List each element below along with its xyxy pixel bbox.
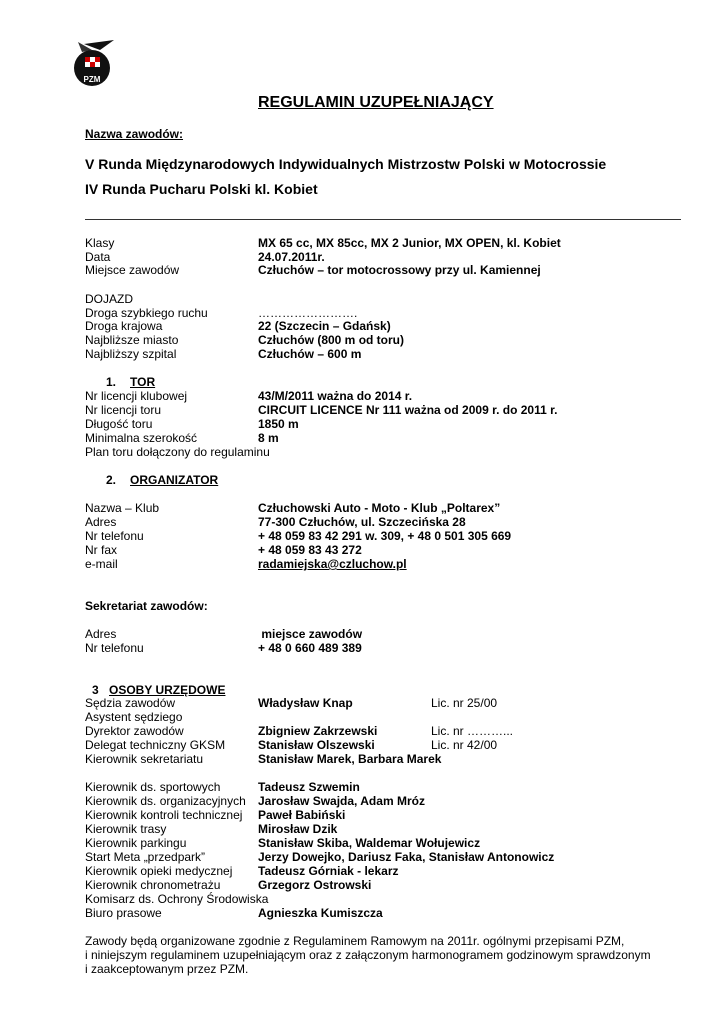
value-kier-medycznej: Tadeusz Górniak - lekarz <box>258 864 399 878</box>
label-adres: Adres <box>85 515 117 529</box>
section-2-heading: ORGANIZATOR <box>130 473 219 487</box>
document-title: REGULAMIN UZUPEŁNIAJĄCY <box>258 94 494 111</box>
label-kier-trasy: Kierownik trasy <box>85 822 167 836</box>
value-licencja-toru: CIRCUIT LICENCE Nr 111 ważna od 2009 r. do 2011 r. <box>258 403 558 417</box>
value-kier-sekretariatu: Stanisław Marek, Barbara Marek <box>258 752 442 766</box>
value-klasy: MX 65 cc, MX 85cc, MX 2 Junior, MX OPEN, kl. Kobiet <box>258 236 561 250</box>
label-kier-medycznej: Kierownik opieki medycznej <box>85 864 233 878</box>
value-fax: + 48 059 83 43 272 <box>258 543 362 557</box>
value-start-meta: Jerzy Dowejko, Dariusz Faka, Stanisław Antonowicz <box>258 850 555 864</box>
value-min-szerokosc: 8 m <box>258 431 279 445</box>
label-najblizszy-szpital: Najbliższy szpital <box>85 347 177 361</box>
value-sedzia: Władysław Knap <box>258 696 353 710</box>
logo-text: PZM <box>83 75 101 84</box>
section-2-number: 2. <box>106 473 117 487</box>
label-kier-sportowych: Kierownik ds. sportowych <box>85 780 221 794</box>
value-delegat: Stanisław Olszewski <box>258 738 375 752</box>
label-asystent: Asystent sędziego <box>85 710 183 724</box>
label-telefon: Nr telefonu <box>85 529 144 543</box>
label-najblizsze-miasto: Najbliższe miasto <box>85 333 179 347</box>
label-min-szerokosc: Minimalna szerokość <box>85 431 198 445</box>
value-miejsce: Człuchów – tor motocrossowy przy ul. Kamiennej <box>258 263 541 277</box>
label-sekretariat-telefon: Nr telefonu <box>85 641 144 655</box>
value-nazwa-klub: Człuchowski Auto - Moto - Klub „Poltarex” <box>258 501 501 515</box>
label-kier-kontroli: Kierownik kontroli technicznej <box>85 808 243 822</box>
lic-delegat: Lic. nr 42/00 <box>431 738 498 752</box>
label-email: e-mail <box>85 557 118 571</box>
value-kier-chronometrazu: Grzegorz Ostrowski <box>258 878 372 892</box>
value-kier-parkingu: Stanisław Skiba, Waldemar Wołujewicz <box>258 836 481 850</box>
section-1-number: 1. <box>106 375 117 389</box>
label-start-meta: Start Meta „przedpark” <box>85 850 206 864</box>
label-delegat: Delegat techniczny GKSM <box>85 738 226 752</box>
label-klasy: Klasy <box>85 236 115 250</box>
value-licencja-klubowa: 43/M/2011 ważna do 2014 r. <box>258 389 413 403</box>
label-kier-organizacyjnych: Kierownik ds. organizacyjnych <box>85 794 246 808</box>
label-biuro-prasowe: Biuro prasowe <box>85 906 162 920</box>
footer-line-3: i zaakceptowanym przez PZM. <box>85 962 249 976</box>
value-adres: 77-300 Człuchów, ul. Szczecińska 28 <box>258 515 466 529</box>
event-name-label: Nazwa zawodów: <box>85 127 184 141</box>
label-komisarz: Komisarz ds. Ochrony Środowiska <box>85 892 269 906</box>
label-kier-parkingu: Kierownik parkingu <box>85 836 187 850</box>
value-kier-sportowych: Tadeusz Szwemin <box>258 780 360 794</box>
value-droga-krajowa: 22 (Szczecin – Gdańsk) <box>258 319 391 333</box>
value-dyrektor: Zbigniew Zakrzewski <box>258 724 378 738</box>
label-data: Data <box>85 250 111 264</box>
value-najblizsze-miasto: Człuchów (800 m od toru) <box>258 333 405 347</box>
section-1-heading: TOR <box>130 375 156 389</box>
value-data: 24.07.2011r. <box>258 250 325 264</box>
pzm-logo-icon <box>70 38 116 88</box>
label-droga-szybkiego: Droga szybkiego ruchu <box>85 306 208 320</box>
divider <box>85 219 681 220</box>
value-sekretariat-telefon: + 48 0 660 489 389 <box>258 641 362 655</box>
label-licencja-klubowa: Nr licencji klubowej <box>85 389 188 403</box>
label-kier-chronometrazu: Kierownik chronometrażu <box>85 878 221 892</box>
event-line-1: V Runda Międzynarodowych Indywidualnych Mistrzostw Polski w Motocrossie <box>85 156 607 172</box>
value-kier-trasy: Mirosław Dzik <box>258 822 338 836</box>
section-3-heading: OSOBY URZĘDOWE <box>109 683 226 697</box>
value-dlugosc-toru: 1850 m <box>258 417 299 431</box>
label-droga-krajowa: Droga krajowa <box>85 319 163 333</box>
label-sekretariat-adres: Adres <box>85 627 117 641</box>
section-3-number: 3 <box>92 683 99 697</box>
footer-line-1: Zawody będą organizowane zgodnie z Regulaminem Ramowym na 2011r. ogólnymi przepisami PZM, <box>85 934 625 948</box>
lic-sedzia: Lic. nr 25/00 <box>431 696 498 710</box>
label-sedzia: Sędzia zawodów <box>85 696 176 710</box>
value-telefon: + 48 059 83 42 291 w. 309, + 48 0 501 305 669 <box>258 529 512 543</box>
value-najblizszy-szpital: Człuchów – 600 m <box>258 347 362 361</box>
value-droga-szybkiego: ……………………. <box>258 306 358 320</box>
footer-line-2: i niniejszym regulaminem uzupełniającym oraz z załączonym harmonogramem godzinowym sprawdzonym <box>85 948 651 962</box>
value-kier-organizacyjnych: Jarosław Swajda, Adam Mróz <box>258 794 425 808</box>
lic-dyrektor: Lic. nr ………... <box>431 724 514 738</box>
tor-note: Plan toru dołączony do regulaminu <box>85 445 270 459</box>
label-miejsce: Miejsce zawodów <box>85 263 180 277</box>
email-link[interactable]: radamiejska@czluchow.pl <box>258 557 407 571</box>
event-line-2: IV Runda Pucharu Polski kl. Kobiet <box>85 181 318 197</box>
label-fax: Nr fax <box>85 543 118 557</box>
label-licencja-toru: Nr licencji toru <box>85 403 162 417</box>
value-sekretariat-adres: miejsce zawodów <box>258 627 363 641</box>
value-biuro-prasowe: Agnieszka Kumiszcza <box>258 906 383 920</box>
label-kier-sekretariatu: Kierownik sekretariatu <box>85 752 204 766</box>
sekretariat-heading: Sekretariat zawodów: <box>85 599 208 613</box>
value-kier-kontroli: Paweł Babiński <box>258 808 346 822</box>
dojazd-header: DOJAZD <box>85 292 133 306</box>
label-nazwa-klub: Nazwa – Klub <box>85 501 160 515</box>
label-dyrektor: Dyrektor zawodów <box>85 724 184 738</box>
label-dlugosc-toru: Długość toru <box>85 417 153 431</box>
